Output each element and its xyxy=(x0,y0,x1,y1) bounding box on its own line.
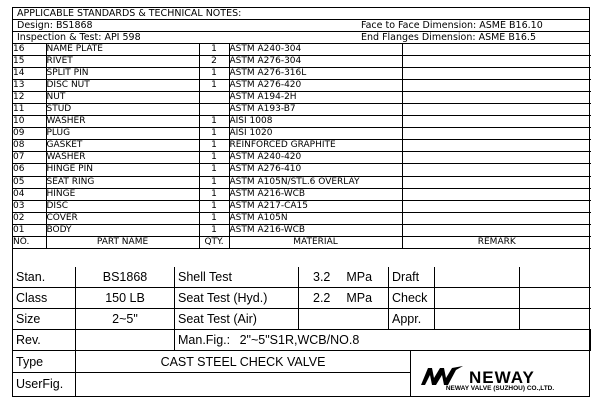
part-row xyxy=(13,104,591,116)
class-value: 150 LB xyxy=(76,288,175,309)
check-date xyxy=(520,288,591,309)
shell-test-pressure xyxy=(299,267,389,288)
part-row xyxy=(13,116,591,128)
part-row xyxy=(13,92,591,104)
col-remark: REMARK xyxy=(402,236,591,248)
part-no: 04 xyxy=(13,188,46,200)
size-label: Size xyxy=(13,309,76,330)
part-name: SEAT RING xyxy=(46,176,199,188)
part-remark xyxy=(402,224,591,236)
class-label: Class xyxy=(13,288,76,309)
part-row xyxy=(13,140,591,152)
part-name: NAME PLATE xyxy=(46,44,199,56)
part-name: RIVET xyxy=(46,56,199,68)
seat-test-hyd-pressure xyxy=(299,288,389,309)
man-fig-value: 2"~5"S1R,WCB/NO.8 xyxy=(239,333,360,347)
part-qty: 1 xyxy=(199,164,229,176)
rev-label: Rev. xyxy=(13,330,76,351)
stan-label: Stan. xyxy=(13,267,76,288)
part-qty: 1 xyxy=(199,152,229,164)
man-fig xyxy=(175,330,591,351)
col-no: NO. xyxy=(13,236,46,248)
part-qty: 1 xyxy=(199,212,229,224)
part-material: ASTM A276-304 xyxy=(229,56,402,68)
part-remark xyxy=(402,140,591,152)
part-remark xyxy=(402,152,591,164)
parts-body xyxy=(13,44,591,236)
brand-name: NEWAY xyxy=(469,368,535,387)
inspection-test: Inspection & Test: API 598 xyxy=(17,32,141,43)
stan-value: BS1868 xyxy=(76,267,175,288)
part-no: 12 xyxy=(13,92,46,104)
part-material: ASTM A194-2H xyxy=(229,92,402,104)
appr-label: Appr. xyxy=(389,309,435,330)
part-no: 10 xyxy=(13,116,46,128)
title-block xyxy=(13,267,589,396)
part-qty: 1 xyxy=(199,188,229,200)
part-remark xyxy=(402,104,591,116)
part-qty: 1 xyxy=(199,176,229,188)
part-qty: 1 xyxy=(199,80,229,92)
part-name: STUD xyxy=(46,104,199,116)
part-material: ASTM A216-WCB xyxy=(229,188,402,200)
part-remark xyxy=(402,212,591,224)
design-standard: Design: BS1868 xyxy=(17,20,93,31)
part-material: AISI 1008 xyxy=(229,116,402,128)
part-material: ASTM A193-B7 xyxy=(229,104,402,116)
part-remark xyxy=(402,188,591,200)
rev-value xyxy=(76,330,175,351)
part-material: ASTM A240-304 xyxy=(229,44,402,56)
part-no: 05 xyxy=(13,176,46,188)
part-remark xyxy=(402,56,591,68)
part-qty: 1 xyxy=(199,44,229,56)
part-qty: 1 xyxy=(199,224,229,236)
seat-test-air-label: Seat Test (Air) xyxy=(175,309,299,330)
part-material: ASTM A105N/STL.6 OVERLAY xyxy=(229,176,402,188)
part-name: GASKET xyxy=(46,140,199,152)
part-remark xyxy=(402,200,591,212)
part-material: ASTM A105N xyxy=(229,212,402,224)
part-qty: 2 xyxy=(199,56,229,68)
part-no: 01 xyxy=(13,224,46,236)
neway-mark-icon xyxy=(419,365,465,387)
part-row xyxy=(13,128,591,140)
part-remark xyxy=(402,92,591,104)
part-name: DISC NUT xyxy=(46,80,199,92)
part-qty: 1 xyxy=(199,200,229,212)
part-row xyxy=(13,224,591,236)
part-row xyxy=(13,176,591,188)
part-name: DISC xyxy=(46,200,199,212)
part-row xyxy=(13,164,591,176)
part-name: HINGE PIN xyxy=(46,164,199,176)
part-row xyxy=(13,44,591,56)
design-row xyxy=(13,20,589,32)
part-name: WASHER xyxy=(46,152,199,164)
notes-title-row xyxy=(13,8,589,20)
part-row xyxy=(13,200,591,212)
draft-value xyxy=(435,267,520,288)
company-logo xyxy=(411,361,591,396)
shell-test-label: Shell Test xyxy=(175,267,299,288)
part-material: ASTM A276-316L xyxy=(229,68,402,80)
draft-date xyxy=(520,267,591,288)
part-no: 03 xyxy=(13,200,46,212)
part-qty: 1 xyxy=(199,68,229,80)
part-material: AISI 1020 xyxy=(229,128,402,140)
part-row xyxy=(13,68,591,80)
part-qty: 1 xyxy=(199,116,229,128)
part-qty: 1 xyxy=(199,128,229,140)
part-qty: 1 xyxy=(199,140,229,152)
parts-table xyxy=(13,44,591,249)
part-qty xyxy=(199,92,229,104)
seat-hyd-unit: MPa xyxy=(346,291,373,305)
part-name: HINGE xyxy=(46,188,199,200)
col-material: MATERIAL xyxy=(229,236,402,248)
drawing-sheet xyxy=(12,7,590,397)
part-no: 07 xyxy=(13,152,46,164)
part-remark xyxy=(402,68,591,80)
part-remark xyxy=(402,164,591,176)
end-flanges-dimension: End Flanges Dimension: ASME B16.5 xyxy=(361,32,536,43)
size-value: 2~5" xyxy=(76,309,175,330)
draft-label: Draft xyxy=(389,267,435,288)
part-material: ASTM A276-410 xyxy=(229,164,402,176)
part-no: 02 xyxy=(13,212,46,224)
userfig-label: UserFig. xyxy=(13,373,76,396)
face-to-face-dimension: Face to Face Dimension: ASME B16.10 xyxy=(361,20,543,31)
check-value xyxy=(435,288,520,309)
part-no: 14 xyxy=(13,68,46,80)
appr-date xyxy=(520,309,591,330)
part-name: NUT xyxy=(46,92,199,104)
parts-header-row xyxy=(13,236,591,248)
notes-title: APPLICABLE STANDARDS & TECHNICAL NOTES: xyxy=(17,8,242,19)
part-name: PLUG xyxy=(46,128,199,140)
col-part-name: PART NAME xyxy=(46,236,199,248)
part-no: 08 xyxy=(13,140,46,152)
part-material: ASTM A240-420 xyxy=(229,152,402,164)
part-qty xyxy=(199,104,229,116)
part-row xyxy=(13,56,591,68)
part-material: ASTM A216-WCB xyxy=(229,224,402,236)
part-name: SPLIT PIN xyxy=(46,68,199,80)
part-no: 11 xyxy=(13,104,46,116)
part-remark xyxy=(402,116,591,128)
type-value: CAST STEEL CHECK VALVE xyxy=(76,351,411,373)
part-row xyxy=(13,152,591,164)
part-name: BODY xyxy=(46,224,199,236)
part-material: ASTM A276-420 xyxy=(229,80,402,92)
part-no: 09 xyxy=(13,128,46,140)
part-row xyxy=(13,212,591,224)
part-name: COVER xyxy=(46,212,199,224)
part-remark xyxy=(402,44,591,56)
man-fig-label: Man.Fig.: xyxy=(178,333,231,347)
company-name: NEWAY VALVE (SUZHOU) CO.,LTD. xyxy=(445,385,555,392)
part-material: ASTM A217-CA15 xyxy=(229,200,402,212)
part-name: WASHER xyxy=(46,116,199,128)
part-remark xyxy=(402,80,591,92)
seat-hyd-value: 2.2 xyxy=(313,291,331,305)
part-no: 06 xyxy=(13,164,46,176)
part-remark xyxy=(402,176,591,188)
seat-test-air-pressure xyxy=(299,309,389,330)
check-label: Check xyxy=(389,288,435,309)
type-label: Type xyxy=(13,351,76,373)
seat-test-hyd-label: Seat Test (Hyd.) xyxy=(175,288,299,309)
part-row xyxy=(13,188,591,200)
inspection-row xyxy=(13,32,589,44)
part-no: 16 xyxy=(13,44,46,56)
appr-value xyxy=(435,309,520,330)
part-row xyxy=(13,80,591,92)
part-material: REINFORCED GRAPHITE xyxy=(229,140,402,152)
part-no: 13 xyxy=(13,80,46,92)
part-no: 15 xyxy=(13,56,46,68)
userfig-value xyxy=(76,373,411,396)
shell-test-value: 3.2 xyxy=(313,270,331,284)
col-qty: QTY. xyxy=(199,236,229,248)
shell-test-unit: MPa xyxy=(346,270,373,284)
part-remark xyxy=(402,128,591,140)
